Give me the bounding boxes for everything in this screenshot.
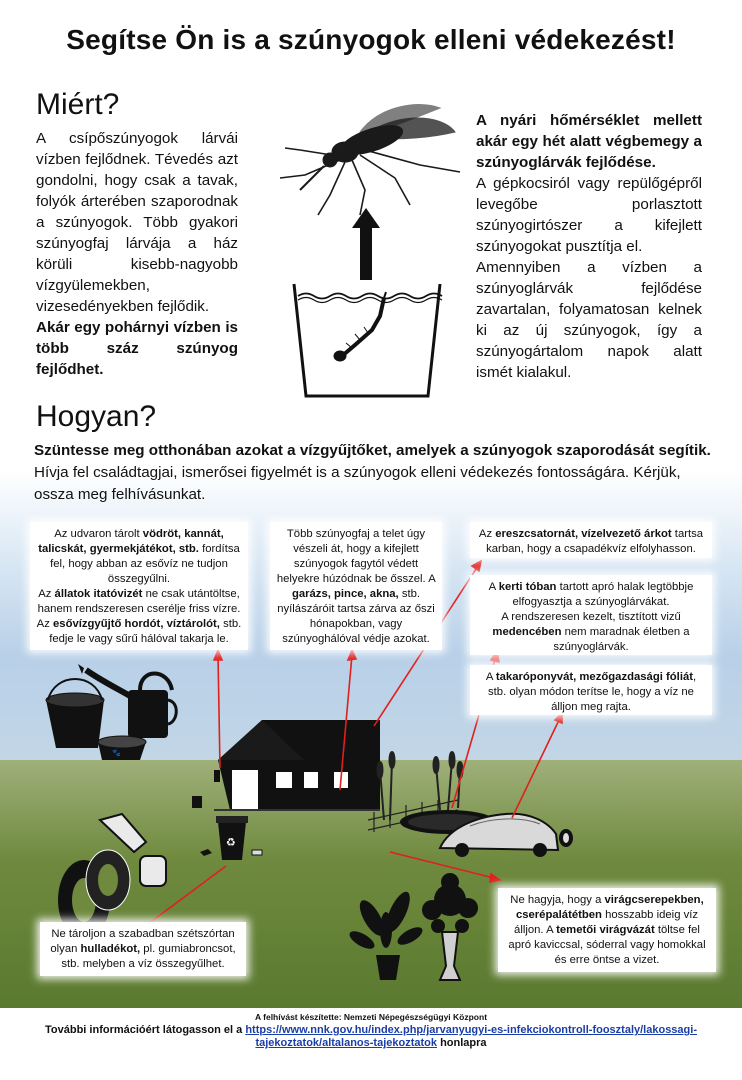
water-glass-icon: [294, 284, 442, 396]
tip-box-flowerpots: Ne hagyja, hogy a virágcserepekben, cserépalátétben hosszabb ideig víz álljon. A temetői virágvázát töltse fel apró kaviccsal, sóderral vagy homokkal és erre öntse a vizet.: [498, 888, 716, 972]
up-arrow-icon: [352, 208, 380, 280]
right-p2: Amennyiben a vízben a szúnyoglárvák fejlődése zavartalan, folyamatosan kelnek ki az új szúnyogok, így a szúnyogártalom napok alatt ismét kialakul.: [476, 259, 702, 381]
hogyan-bold: Szüntesse meg otthonában azokat a vízgyűjtőket, amelyek a szúnyogok szaporodását segítik.: [34, 442, 711, 459]
tip-box-overwintering: Több szúnyogfaj a telet úgy vészeli át, hogy a kifejlett szúnyogok fagytól védett helyekre húzódnak be ősszel. A garázs, pince, akna, stb. nyílászáróit tartsa zárva az őszi hónapokban, vagy szúnyoghálóval védje azokat.: [270, 522, 442, 650]
vase-icon: [422, 873, 478, 980]
footer-link[interactable]: https://www.nnk.gov.hu/index.php/jarvanyugyi-es-infekciokontroll-foosztaly/lakossagi-tajekoztatok/altalanos-tajekoztatok: [245, 1024, 697, 1049]
miert-body: A csípőszúnyogok lárvái vízben fejlődnek. Tévedés azt gondolni, hogy csak a tavak, folyók árterében szaporodnak a szúnyogok. Több gyakori szúnyogfaj lárvája a ház körüli kisebb-nagyobb vízgyülemekben, vizesedényekben fejlődik.: [36, 130, 238, 315]
right-bold: A nyári hőmérséklet mellett akár egy hét alatt végbemegy a szúnyoglárvák fejlődése.: [476, 112, 702, 171]
right-p1: A gépkocsiról vagy repülőgépről levegőbe porlasztott szúnyogirtószer a kifejlett szúnyogokat pusztítja el.: [476, 175, 702, 255]
footer-credit: A felhívást készítette: Nemzeti Népegészségügyi Központ: [254, 1012, 488, 1022]
tip-box-waste: Ne tároljon a szabadban szétszórtan olyan hulladékot, pl. gumiabroncsot, stb. melyben a víz összegyűlhet.: [40, 922, 246, 976]
reed-icon: [378, 752, 463, 820]
section-heading-miert: Miért?: [36, 88, 120, 121]
svg-text:🐾: 🐾: [112, 749, 121, 757]
house-icon: [214, 720, 380, 810]
hogyan-text: Hívja fel családtagjai, ismerősei figyelmét is a szúnyogok elleni védekezés fontosságára. Kérjük, ossza meg felhívásunkat.: [34, 464, 681, 503]
section-heading-hogyan: Hogyan?: [36, 400, 157, 433]
larva-icon: [334, 292, 386, 361]
miert-bold: Akár egy pohárnyi vízben is több száz szúnyog fejlődhet.: [36, 319, 238, 378]
tip-box-containers: Az udvaron tárolt vödröt, kannát, talicskát, gyermekjátékot, stb. fordítsa fel, hogy abban az esővíz ne tudjon összegyűlni. Az állatok itatóvizét ne csak utántöltse, hanem rendszeresen cserélje friss vízre. Az esővízgyűjtő hordót, víztárolót, stb. fedje le vagy sűrű hálóval takarja le.: [30, 522, 248, 650]
trash-bin-icon: [216, 816, 248, 860]
tip-box-pond: A kerti tóban tartott apró halak legtöbbje elfogyasztja a szúnyoglárvákat. A rendszeresen kezelt, tisztított vizű medencében nem maradnak életben a szúnyoglárvák.: [470, 575, 712, 655]
flower-pot-icon: [347, 889, 425, 980]
mosquito-icon: [280, 105, 460, 215]
pet-bowl-icon: [98, 736, 146, 760]
footer-info-prefix: További információért látogasson el a: [45, 1024, 246, 1036]
tip-box-tarp: A takaróponyvát, mezőgazdasági fóliát, stb. olyan módon terítse le, hogy a víz ne álljon meg rajta.: [470, 665, 712, 715]
bucket-icon: [46, 679, 104, 748]
page-title: Segítse Ön is a szúnyogok elleni védekezést!: [66, 24, 676, 55]
footer-info: [0, 1024, 742, 1050]
svg-text:♻: ♻: [226, 836, 236, 849]
footer-info-suffix: honlapra: [437, 1037, 487, 1049]
tip-box-gutters: Az ereszcsatornát, vízelvezető árkot tartsa karban, hogy a csapadékvíz elfolyhasson.: [470, 522, 712, 558]
